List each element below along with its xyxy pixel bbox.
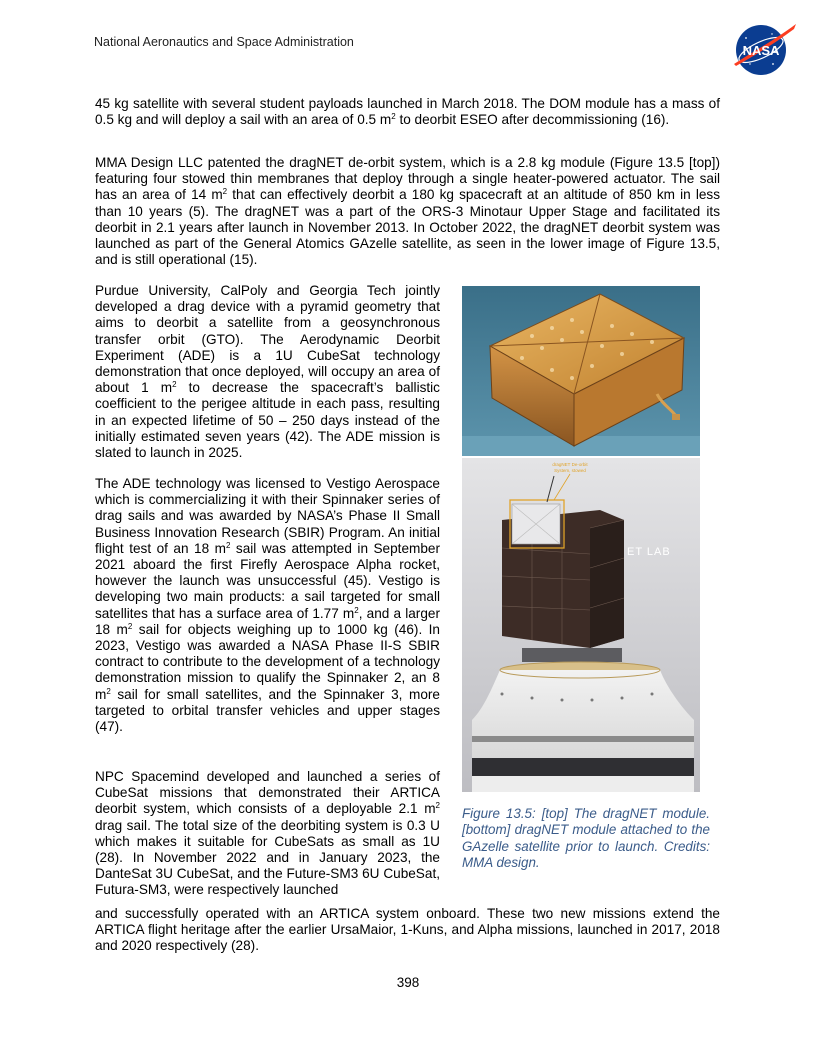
- paragraph-3: Purdue University, CalPoly and Georgia Tech jointly developed a drag device with a pyramid geometry that aims to deorbit a satellite from a geosynchronous transfer orbit (GTO). The Aerodynamic Deorbit Experiment (ADE) is a 1U CubeSat technology demonstration that once deployed, will occupy an area of about 1 $m^2$ to decrease the spacecraft’s ballistic coefficient to the perigee altitude in each pass, resulting in an expected lifetime of 50 – 250 days instead of the initially estimated seven years (42). The ADE mission is slated to launch in 2025.: [95, 283, 440, 461]
- dragnet-module-image: [462, 286, 700, 456]
- dragnet-label-line2: System, stowed: [554, 468, 586, 473]
- paragraph-2: MMA Design LLC patented the dragNET de-orbit system, which is a 2.8 kg module (Figure 13.5 [top]) featuring four stowed thin membranes that deploy through a single heater-powered actuator. The sail has an area of 14 $m^2$ that can effectively deorbit a 180 kg spacecraft at an altitude of 850 km in less than 10 years (5). The dragNET was a part of the ORS-3 Minotaur Upper Stage and facilitated its deorbit in 2.1 years after launch in November 2013. In October 2022, the dragNET deorbit system was launched as part of the General Atomics GAzelle satellite, as seen in the lower image of Figure 13.5, and is still operational (15).: [95, 155, 720, 268]
- gazelle-satellite-image: [462, 458, 700, 792]
- figure-caption: Figure 13.5: [top] The dragNET module. [bottom] dragNET module attached to the GAzelle satellite prior to launch. Credits: MMA design.: [462, 806, 710, 871]
- paragraph-4: The ADE technology was licensed to Vestigo Aerospace which is commercializing it with their Spinnaker series of drag sails and was awarded by NASA’s Phase II Small Business Innovation Research (SBIR) Program. An initial flight test of an 18 $m^2$ sail was attempted in September 2021 aboard the first Firefly Aerospace Alpha rocket, however the launch was unsuccessful (45). Vestigo is developing two main products: a sail targeted for small satellites that has a surface area of 1.77 $m^2$, and a larger 18 $m^2$ sail for objects weighing up to 1000 kg (46). In 2023, Vestigo was awarded a NASA Phase II-S SBIR contract to contribute to the development of a technology demonstration mission to qualify the Spinnaker 2, an 8 $m^2$ sail for small satellites, and the Spinnaker 3, more targeted to orbital transfer vehicles and upper stages (47).: [95, 476, 440, 735]
- dragnet-label-line1: dragNET De-orbit: [552, 462, 588, 467]
- wall-text: ET LAB: [627, 546, 671, 558]
- page-number: 398: [396, 975, 420, 990]
- paragraph-5-continued: and successfully operated with an ARTICA system onboard. These two new missions extend the ARTICA flight heritage after the earlier UrsaMaior, 1-Kuns, and Alpha missions, launched in 2017, 2018 and 2020 respectively (28).: [95, 906, 720, 954]
- agency-header: National Aeronautics and Space Administration: [94, 35, 354, 49]
- paragraph-5: NPC Spacemind developed and launched a series of CubeSat missions that demonstrated their ARTICA deorbit system, which consists of a deployable 2.1 $m^2$ drag sail. The total size of the deorbiting system is 0.3 U which makes it suitable for CubeSats as small as 1U (28). In November 2022 and in January 2023, the DanteSat 3U CubeSat, and the Future-SM3 6U CubeSat, Futura-SM3, were respectively launched: [95, 769, 440, 898]
- paragraph-1: 45 kg satellite with several student payloads launched in March 2018. The DOM module has a mass of 0.5 kg and will deploy a sail with an area of 0.5 $m^2$ to deorbit ESEO after decommissioning (16).: [95, 96, 720, 128]
- nasa-logo-text: NASA: [742, 43, 780, 58]
- nasa-logo: [728, 20, 798, 78]
